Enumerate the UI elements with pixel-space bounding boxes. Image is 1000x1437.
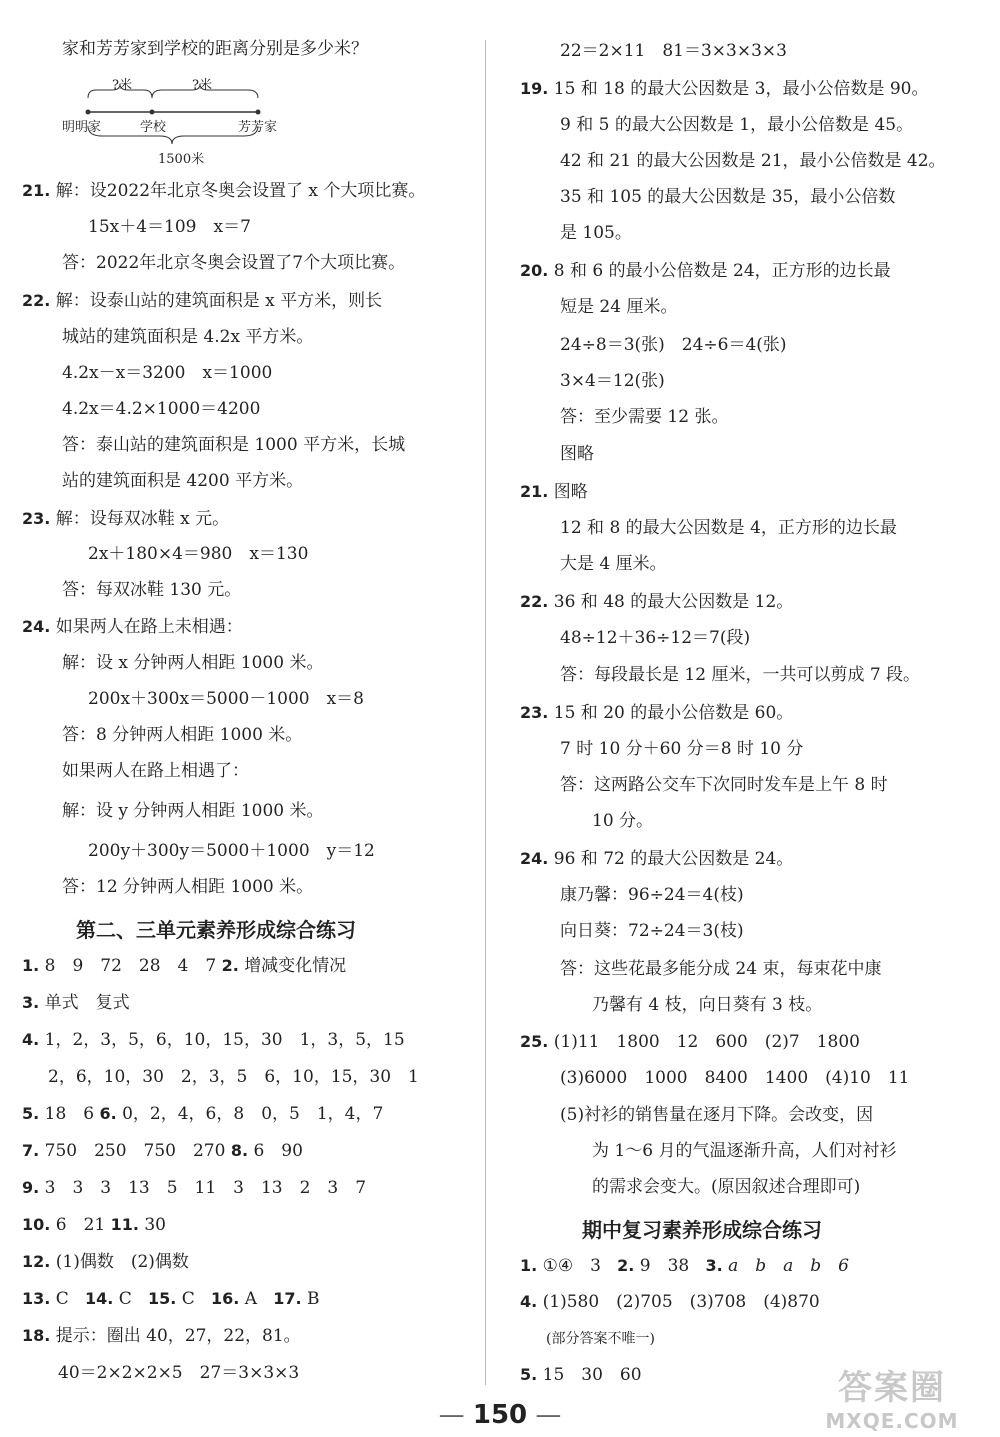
question-number: 24. [520, 849, 549, 868]
answer-row-9 [22, 1177, 366, 1199]
answer-number: 17. [273, 1289, 302, 1308]
answer-text: 8 9 72 28 4 7 [44, 956, 217, 976]
answer-line: 42 和 21 的最大公因数是 21，最小公倍数是 42。 [560, 151, 946, 171]
answer-line: 24÷8＝3(张) 24÷6＝4(张) [560, 335, 787, 355]
intro-text: 家和芳芳家到学校的距离分别是多少米？ [62, 39, 368, 59]
answer-row-12 [22, 1251, 189, 1273]
answer-line: 城站的建筑面积是 4.2x 平方米。 [62, 327, 314, 347]
answer-text: a b a b 6 [728, 1256, 849, 1276]
diagram-label-top-1: ?米 [112, 78, 132, 93]
answer-line: 短是 24 厘米。 [560, 297, 678, 317]
question-number: 22. [520, 592, 549, 611]
answer-text: 1，2，3，5，6，10，15，30 1，3，5，15 [44, 1030, 405, 1050]
answer-line: 2x＋180×4＝980 x＝130 [88, 544, 309, 564]
answer-text: C [118, 1289, 132, 1309]
section-title: 期中复习素养形成综合练习 [582, 1218, 822, 1242]
brace-bottom [88, 126, 258, 144]
answer-line: 3×4＝12(张) [560, 371, 665, 391]
answer-line: 10 分。 [592, 811, 654, 831]
answer-line: 康乃馨：96÷24＝4(枝) [560, 885, 744, 905]
question-24 [520, 848, 793, 870]
page-number-dash: — [527, 1400, 562, 1430]
answer-text: (1)11 1800 12 600 (2)7 1800 [553, 1032, 860, 1052]
answer-line: 答：8 分钟两人相距 1000 米。 [62, 725, 303, 745]
question-20 [520, 260, 891, 282]
distance-diagram [62, 74, 302, 170]
answer-text: 750 250 750 270 [44, 1141, 226, 1161]
answer-line: 200x＋300x＝5000－1000 x＝8 [88, 689, 365, 709]
answer-line: 解：设 x 分钟两人相距 1000 米。 [62, 653, 324, 673]
question-number: 24. [22, 617, 51, 636]
answer-row-5 [520, 1364, 642, 1386]
answer-number: 3. [22, 993, 40, 1012]
answer-line: 答：每双冰鞋 130 元。 [62, 580, 242, 600]
answer-number: 4. [22, 1030, 40, 1049]
answer-line: 答：每段最长是 12 厘米，一共可以剪成 7 段。 [560, 665, 921, 685]
question-number: 22. [22, 291, 51, 310]
answer-number: 5. [520, 1365, 538, 1384]
answer-line: 站的建筑面积是 4200 平方米。 [62, 471, 304, 491]
answer-text: 解：设泰山站的建筑面积是 x 平方米，则长 [55, 291, 383, 311]
answer-text: 提示：圈出 40，27，22，81。 [55, 1326, 301, 1346]
answer-number: 9. [22, 1178, 40, 1197]
answer-number: 13. [22, 1289, 51, 1308]
question-number: 21. [520, 482, 549, 501]
answer-text: 解：设2022年北京冬奥会设置了 x 个大项比赛。 [55, 181, 426, 201]
answer-line: 48÷12＋36÷12＝7(段) [560, 628, 751, 648]
answer-line: 是 105。 [560, 223, 632, 243]
point-marker-3 [256, 110, 261, 115]
answer-line: 乃馨有 4 枝，向日葵有 3 枝。 [592, 995, 823, 1015]
question-25 [520, 1031, 860, 1053]
answer-line: 答：至少需要 12 张。 [560, 407, 729, 427]
answer-number: 16. [210, 1289, 240, 1308]
answer-number: 7. [22, 1141, 40, 1160]
answer-line: 为 1～6 月的气温逐渐升高，人们对衬衫 [592, 1141, 897, 1161]
answer-number: 15. [147, 1289, 177, 1308]
answer-text: (1)偶数 (2)偶数 [55, 1252, 189, 1272]
column-divider [485, 40, 486, 1385]
answer-number: 5. [22, 1104, 40, 1123]
answer-text: 36 和 48 的最大公因数是 12。 [553, 592, 794, 612]
answer-row-13 [22, 1288, 319, 1310]
diagram-point-3: 芳芳家 [238, 120, 278, 135]
question-number: 20. [520, 261, 549, 280]
answer-number: 8. [230, 1141, 249, 1160]
answer-line: 答：2022年北京冬奥会设置了7个大项比赛。 [62, 253, 406, 273]
answer-line: 如果两人在路上相遇了： [62, 761, 249, 781]
answer-text: 15 和 20 的最小公倍数是 60。 [553, 703, 794, 723]
answer-line: (5)衬衫的销售量在逐月下降。会改变，因 [560, 1105, 874, 1125]
answer-number: 12. [22, 1252, 51, 1271]
answer-line: 7 时 10 分＋60 分＝8 时 10 分 [560, 739, 804, 759]
answer-number: 11. [110, 1215, 139, 1234]
answer-row-3 [22, 992, 130, 1014]
page-number-value: 150 [472, 1400, 528, 1430]
answer-row-4 [520, 1291, 820, 1313]
answer-text: A [244, 1289, 257, 1309]
point-marker-2 [150, 110, 155, 115]
answer-line: 4.2x－x＝3200 x＝1000 [62, 363, 273, 383]
answer-row-18 [22, 1325, 301, 1347]
page-number-dash: — [438, 1400, 473, 1430]
answer-text: 如果两人在路上未相遇： [55, 617, 243, 637]
answer-row-1 [22, 955, 346, 977]
answer-text: 6 21 [55, 1215, 106, 1235]
diagram-label-top-2: ?米 [192, 78, 212, 93]
answer-note: (部分答案不唯一) [546, 1331, 655, 1347]
answer-row-1 [520, 1255, 849, 1277]
answer-text: 15 和 18 的最大公因数是 3，最小公倍数是 90。 [553, 79, 929, 99]
answer-text: ①④ 3 [542, 1256, 601, 1276]
answer-line: 向日葵：72÷24＝3(枝) [560, 921, 744, 941]
answer-number: 6. [99, 1104, 117, 1123]
answer-text: 解：设每双冰鞋 x 元。 [55, 509, 230, 529]
answer-line: 答：这些花最多能分成 24 束，每束花中康 [560, 959, 882, 979]
answer-line: 解：设 y 分钟两人相距 1000 米。 [62, 801, 324, 821]
question-number: 23. [22, 509, 51, 528]
answer-row-5 [22, 1103, 383, 1125]
answer-text: 18 6 [44, 1104, 95, 1124]
answer-line: (3)6000 1000 8400 1400 (4)10 11 [560, 1068, 910, 1088]
answer-row-4 [22, 1029, 405, 1051]
answer-text: 9 38 [639, 1256, 690, 1276]
answer-line: 答：这两路公交车下次同时发车是上午 8 时 [560, 775, 888, 795]
answer-line: 的需求会变大。(原因叙述合理即可) [592, 1177, 861, 1197]
diagram-point-2: 学校 [140, 120, 167, 135]
answer-text: 8 和 6 的最小公倍数是 24，正方形的边长最 [553, 261, 891, 281]
answer-line: 22＝2×11 81＝3×3×3×3 [560, 41, 787, 61]
answer-line: 12 和 8 的最大公因数是 4，正方形的边长最 [560, 518, 897, 538]
answer-line: 40＝2×2×2×5 27＝3×3×3 [58, 1363, 300, 1383]
question-number: 19. [520, 79, 549, 98]
answer-text: 3 3 3 13 5 11 3 13 2 3 7 [44, 1178, 367, 1198]
answer-text: 15 30 60 [542, 1365, 642, 1385]
watermark-line-1: 答案圈 [838, 1368, 946, 1408]
point-marker-1 [86, 110, 91, 115]
answer-line: 2，6，10，30 2，3，5 6，10，15，30 1 [48, 1067, 419, 1087]
answer-text: 6 90 [253, 1141, 303, 1161]
section-title: 第二、三单元素养形成综合练习 [76, 918, 356, 942]
answer-line: 答：12 分钟两人相距 1000 米。 [62, 877, 314, 897]
watermark-logo [802, 1360, 982, 1433]
answer-text: 96 和 72 的最大公因数是 24。 [553, 849, 794, 869]
question-21 [520, 481, 588, 503]
question-22 [22, 290, 382, 312]
answer-text: C [55, 1289, 69, 1309]
answer-line: 4.2x＝4.2×1000＝4200 [62, 399, 261, 419]
diagram-point-1: 明明家 [62, 120, 102, 135]
answer-line: 大是 4 厘米。 [560, 554, 667, 574]
question-19 [520, 78, 928, 100]
answer-text: 图略 [553, 482, 588, 502]
answer-number: 18. [22, 1326, 51, 1345]
answer-text: B [306, 1289, 320, 1309]
answer-number: 4. [520, 1292, 538, 1311]
answer-text: 0，2，4，6，8 0，5 1，4，7 [122, 1104, 384, 1124]
question-23 [22, 508, 229, 530]
question-23 [520, 702, 793, 724]
question-21 [22, 180, 425, 202]
question-number: 23. [520, 703, 549, 722]
answer-text: (1)580 (2)705 (3)708 (4)870 [542, 1292, 820, 1312]
answer-line: 图略 [560, 444, 594, 464]
question-number: 25. [520, 1032, 549, 1051]
answer-number: 2. [221, 956, 239, 975]
answer-text: 增减变化情况 [244, 956, 347, 976]
answer-number: 1. [520, 1256, 538, 1275]
answer-row-10 [22, 1214, 166, 1236]
answer-number: 10. [22, 1215, 51, 1234]
question-22 [520, 591, 793, 613]
question-24 [22, 616, 243, 638]
answer-number: 2. [617, 1256, 635, 1275]
answer-line: 200y＋300y＝5000＋1000 y＝12 [88, 841, 375, 861]
answer-line: 答：泰山站的建筑面积是 1000 平方米，长城 [62, 435, 406, 455]
watermark-line-2: MXQE.COM [825, 1409, 959, 1433]
answer-text: C [181, 1289, 195, 1309]
answer-line: 9 和 5 的最大公因数是 1，最小公倍数是 45。 [560, 115, 914, 135]
answer-row-7 [22, 1140, 303, 1162]
answer-text: 单式 复式 [44, 993, 130, 1013]
answer-line: 15x＋4＝109 x＝7 [88, 217, 251, 237]
answer-number: 1. [22, 956, 40, 975]
answer-number: 14. [84, 1289, 114, 1308]
diagram-total: 1500米 [158, 152, 205, 167]
answer-number: 3. [705, 1256, 723, 1275]
question-number: 21. [22, 181, 51, 200]
answer-text: 30 [144, 1215, 166, 1235]
answer-line: 35 和 105 的最大公因数是 35，最小公倍数 [560, 187, 896, 207]
